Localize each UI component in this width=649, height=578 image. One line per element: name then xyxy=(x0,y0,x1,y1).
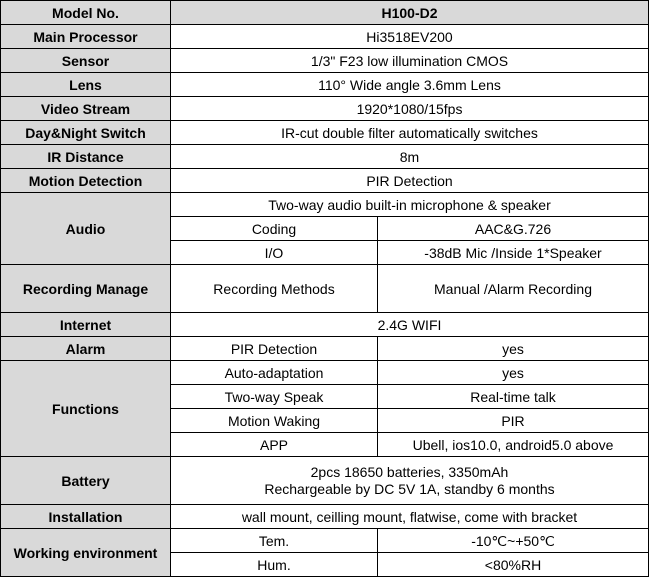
value-audio-coding: AAC&G.726 xyxy=(378,217,649,241)
label-ir: IR Distance xyxy=(1,145,171,169)
label-daynight: Day&Night Switch xyxy=(1,121,171,145)
label-processor: Main Processor xyxy=(1,25,171,49)
label-internet: Internet xyxy=(1,313,171,337)
sub-alarm: PIR Detection xyxy=(171,337,378,361)
label-motion: Motion Detection xyxy=(1,169,171,193)
value-environment-temp: -10℃~+50℃ xyxy=(378,529,649,553)
value-functions-item: PIR xyxy=(378,409,649,433)
battery-line-1: 2pcs 18650 batteries, 3350mAh xyxy=(310,463,509,480)
value-daynight: IR-cut double filter automatically switches xyxy=(171,121,649,145)
value-video: 1920*1080/15fps xyxy=(171,97,649,121)
value-recording: Manual /Alarm Recording xyxy=(378,265,649,313)
row-motion xyxy=(1,169,649,193)
label-recording: Recording Manage xyxy=(1,265,171,313)
value-installation: wall mount, ceilling mount, flatwise, come with bracket xyxy=(171,505,649,529)
value-alarm: yes xyxy=(378,337,649,361)
sub-environment-temp: Tem. xyxy=(171,529,378,553)
value-model: H100-D2 xyxy=(171,1,649,25)
sub-recording: Recording Methods xyxy=(171,265,378,313)
row-audio xyxy=(1,193,649,217)
row-model xyxy=(1,1,649,25)
sub-audio-coding: Coding xyxy=(171,217,378,241)
value-audio-io: -38dB Mic /Inside 1*Speaker xyxy=(378,241,649,265)
sub-environment-hum: Hum. xyxy=(171,553,378,577)
row-sensor xyxy=(1,49,649,73)
row-internet xyxy=(1,313,649,337)
row-installation xyxy=(1,505,649,529)
sub-functions-item: Two-way Speak xyxy=(171,385,378,409)
sub-audio-io: I/O xyxy=(171,241,378,265)
label-video: Video Stream xyxy=(1,97,171,121)
sub-functions-item: APP xyxy=(171,433,378,457)
row-processor xyxy=(1,25,649,49)
row-ir xyxy=(1,145,649,169)
sub-functions-item: Motion Waking xyxy=(171,409,378,433)
row-battery xyxy=(1,457,649,505)
row-functions-1 xyxy=(1,361,649,385)
value-ir: 8m xyxy=(171,145,649,169)
row-recording xyxy=(1,265,649,313)
label-alarm: Alarm xyxy=(1,337,171,361)
label-lens: Lens xyxy=(1,73,171,97)
label-installation: Installation xyxy=(1,505,171,529)
value-motion: PIR Detection xyxy=(171,169,649,193)
value-battery xyxy=(171,457,649,505)
label-battery: Battery xyxy=(1,457,171,505)
label-environment: Working environment xyxy=(1,529,171,577)
value-environment-hum: <80%RH xyxy=(378,553,649,577)
label-audio: Audio xyxy=(1,193,171,265)
row-daynight xyxy=(1,121,649,145)
value-audio-summary: Two-way audio built-in microphone & speaker xyxy=(171,193,649,217)
value-functions-item: Ubell, ios10.0, android5.0 above xyxy=(378,433,649,457)
value-sensor: 1/3" F23 low illumination CMOS xyxy=(171,49,649,73)
label-sensor: Sensor xyxy=(1,49,171,73)
row-environment-temp xyxy=(1,529,649,553)
row-video xyxy=(1,97,649,121)
row-alarm xyxy=(1,337,649,361)
value-functions-item: yes xyxy=(378,361,649,385)
label-model: Model No. xyxy=(1,1,171,25)
battery-line-2: Rechargeable by DC 5V 1A, standby 6 months xyxy=(264,480,555,497)
sub-functions-item: Auto-adaptation xyxy=(171,361,378,385)
value-processor: Hi3518EV200 xyxy=(171,25,649,49)
label-functions: Functions xyxy=(1,361,171,457)
row-lens xyxy=(1,73,649,97)
value-functions-item: Real-time talk xyxy=(378,385,649,409)
value-lens: 110° Wide angle 3.6mm Lens xyxy=(171,73,649,97)
value-internet: 2.4G WIFI xyxy=(171,313,649,337)
